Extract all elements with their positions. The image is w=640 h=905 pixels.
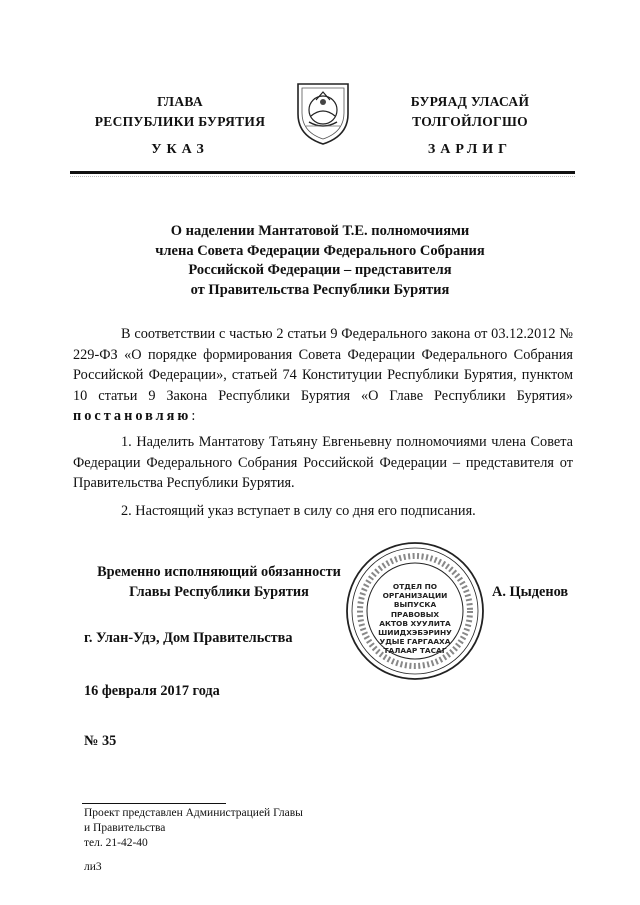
header-right-line2: ТОЛГОЙЛОГШО xyxy=(412,114,528,129)
doc-type-left: УКАЗ xyxy=(151,142,209,157)
stamp-center-text: ОТДЕЛ ПО ОРГАНИЗАЦИИ ВЫПУСКА ПРАВОВЫХ АКТОВ ХУУЛИТА ШИИДХЭБЭРИНУУДЫЕ ГАРГААХА ТАЛААР ТАСАГ xyxy=(378,582,452,656)
coat-of-arms-emblem xyxy=(294,78,352,148)
title-line2: члена Совета Федерации Федерального Собрания xyxy=(155,242,485,259)
signature-position xyxy=(84,562,354,602)
header-divider xyxy=(70,171,575,174)
signing-date: 16 февраля 2017 года xyxy=(84,683,220,699)
footer-note xyxy=(84,806,384,851)
doc-type-right: ЗАРЛИГ xyxy=(427,142,513,157)
coat-of-arms-icon xyxy=(294,78,352,148)
position-line1: Временно исполняющий обязанности xyxy=(97,564,341,580)
footer-line3: тел. 21-42-40 xyxy=(84,837,148,849)
item-2-text: 2. Настоящий указ вступает в силу со дня его подписания. xyxy=(121,503,476,519)
decree-number: № 35 xyxy=(84,733,117,749)
position-line2: Главы Республики Бурятия xyxy=(129,584,309,600)
header-left xyxy=(80,92,280,132)
decree-word: постановляю xyxy=(73,408,192,424)
decree-colon: : xyxy=(191,408,196,424)
header-right xyxy=(370,92,570,132)
item-1-paragraph xyxy=(73,432,573,494)
title-line1: О наделении Мантатовой Т.Е. полномочиями xyxy=(170,223,470,239)
header-right-line1: БУРЯАД УЛАСАЙ xyxy=(410,94,530,109)
footer-code: ли3 xyxy=(84,861,102,873)
footer-line2: и Правительства xyxy=(84,822,166,834)
preamble-paragraph xyxy=(73,324,573,427)
item-2-paragraph xyxy=(73,501,573,522)
header-left-line2: РЕСПУБЛИКИ БУРЯТИЯ xyxy=(94,114,266,129)
item-1-text: 1. Наделить Мантатову Татьяну Евгеньевну полномочиями члена Совета Федерации Федерального Собрания Российской Федерации – представителя от Правительства Республики Бурятия. xyxy=(73,434,573,491)
footer-line1: Проект представлен Администрацией Главы xyxy=(84,807,303,819)
document-title xyxy=(0,222,640,300)
title-line3: Российской Федерации – представителя xyxy=(188,262,452,278)
signing-place: г. Улан-Удэ, Дом Правительства xyxy=(84,630,293,646)
preamble-text: В соответствии с частью 2 статьи 9 Федерального закона от 03.12.2012 № 229-ФЗ «О порядке формирования Совета Федерации Федерального Собрания Российской Федерации», статьей 74 Конституции Республики Бурятия, пунктом 10 статьи 9 Закона Республики Бурятия «О Главе Республики Бурятия» xyxy=(73,326,573,404)
signatory-name: А. Цыденов xyxy=(492,584,569,600)
footer-divider xyxy=(82,803,226,804)
header-dotted-line xyxy=(70,176,575,178)
header-left-line1: ГЛАВА xyxy=(157,94,203,109)
title-line4: от Правительства Республики Бурятия xyxy=(190,281,450,298)
